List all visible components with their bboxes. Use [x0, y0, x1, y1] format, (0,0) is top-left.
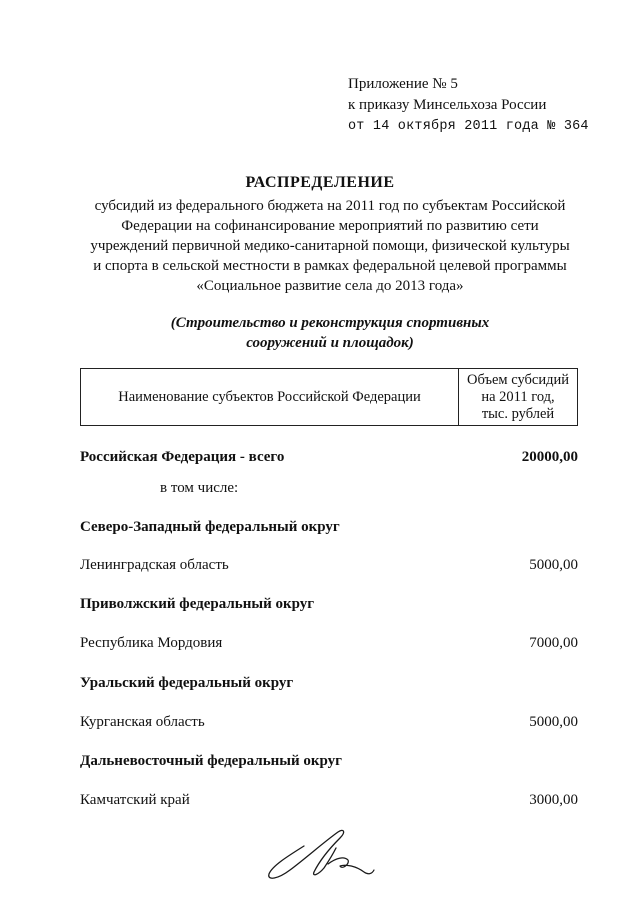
row-name: Камчатский край — [80, 792, 190, 808]
column-header-volume: Объем субсидий на 2011 год, тыс. рублей — [467, 371, 569, 422]
section-title — [60, 313, 600, 353]
table-row-including — [80, 478, 578, 498]
subtitle-line: и спорта в сельской местности в рамках федеральной целевой программы — [93, 258, 567, 274]
row-name: Приволжский федеральный округ — [80, 596, 315, 612]
document-subtitle — [60, 196, 600, 296]
document-title: РАСПРЕДЕЛЕНИЕ — [245, 174, 395, 191]
row-value: 5000,00 — [529, 557, 578, 573]
section-title-line: (Строительство и реконструкция спортивных — [170, 315, 490, 331]
table-row — [80, 712, 578, 732]
row-name: Российская Федерация - всего — [80, 449, 285, 465]
row-name: Уральский федеральный округ — [80, 675, 294, 691]
subtitle-line: учреждений первичной медико-санитарной помощи, физической культуры — [90, 238, 570, 254]
table-row-total — [80, 447, 578, 467]
row-name: Республика Мордовия — [80, 635, 223, 651]
table-row — [80, 790, 578, 810]
table-header — [80, 368, 578, 426]
row-name: в том числе: — [160, 480, 239, 496]
table-row-district — [80, 751, 578, 771]
signature-icon — [266, 826, 378, 886]
row-value: 5000,00 — [529, 714, 578, 730]
row-name: Дальневосточный федеральный округ — [80, 753, 342, 769]
table-row-district — [80, 594, 578, 614]
subtitle-line: субсидий из федерального бюджета на 2011 год по субъектам Российской — [94, 198, 566, 214]
appendix-order-date: от 14 октября 2011 года № 364 — [348, 119, 589, 134]
appendix-order-ref: к приказу Минсельхоза России — [348, 97, 547, 113]
row-name: Северо-Западный федеральный округ — [80, 519, 340, 535]
table-row — [80, 633, 578, 653]
column-header-name: Наименование субъектов Российской Федерации — [81, 369, 459, 425]
table-row — [80, 555, 578, 575]
subtitle-line: «Социальное развитие села до 2013 года» — [196, 278, 464, 294]
row-value: 3000,00 — [529, 792, 578, 808]
subtitle-line: Федерации на софинансирование мероприятий по развитию сети — [121, 218, 539, 234]
row-value: 20000,00 — [521, 449, 578, 465]
row-name: Курганская область — [80, 714, 205, 730]
appendix-block — [348, 74, 589, 137]
section-title-line: сооружений и площадок) — [246, 335, 414, 351]
table-row-district — [80, 517, 578, 537]
row-value: 7000,00 — [529, 635, 578, 651]
row-name: Ленинградская область — [80, 557, 229, 573]
table-row-district — [80, 673, 578, 693]
appendix-number: Приложение № 5 — [348, 76, 458, 92]
